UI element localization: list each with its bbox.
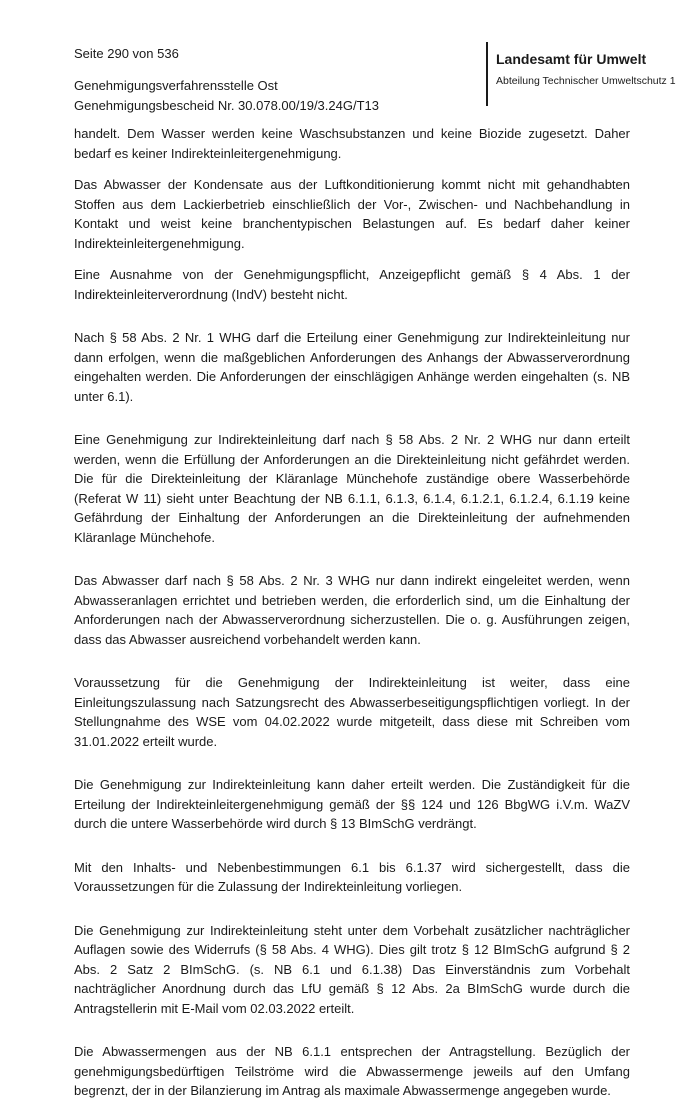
department-name: Abteilung Technischer Umweltschutz 1 [496, 75, 676, 87]
header-left [74, 44, 379, 116]
authority-name: Landesamt für Umwelt [496, 51, 647, 67]
paragraph: Die Genehmigung zur Indirekteinleitung steht unter dem Vorbehalt zusätzlicher nachträglicher Auflagen sowie des Widerrufs (§ 58 Abs. 4 WHG). Dies gilt trotz § 12 BImSchG aufgrund § 2 Abs. 2 Satz 2 BImSchG. (s. NB 6.1 und 6.1.38) Das Einverständnis zum Vorbehalt nachträglicher Anordnung durch das LfU gemäß § 12 Abs. 2a BImSchG wurde durch die Antragstellerin mit E-Mail vom 02.03.2022 erteilt. [74, 922, 630, 1016]
paragraph: Das Abwasser darf nach § 58 Abs. 2 Nr. 3 WHG nur dann indirekt eingeleitet werden, wenn Abwasseranlagen errichtet und betrieben werden, die erforderlich sind, um die Einhaltung der Anforderungen nach der Abwasserverordnung sicherzustellen. Die o. g. Ausführungen zeigen, dass das Abwasser ausreichend vorbehandelt werden kann. [74, 573, 630, 647]
paragraph: Eine Ausnahme von der Genehmigungspflicht, Anzeigepflicht gemäß § 4 Abs. 1 der Indirekteinleiterverordnung (IndV) besteht nicht. [74, 267, 630, 302]
paragraph: Voraussetzung für die Genehmigung der Indirekteinleitung ist weiter, dass eine Einleitungszulassung nach Satzungsrecht des Abwasserbeseitigungspflichtigen vorliegt. In der Stellungnahme des WSE vom 04.02.2022 wurde mitgeteilt, dass diese mit Schreiben vom 31.01.2022 erteilt wurde. [74, 675, 630, 749]
paragraph: Das Abwasser der Kondensate aus der Luftkonditionierung kommt nicht mit gehandhabten Stoffen aus dem Lackierbetrieb einschließlich der Vor-, Zwischen- und Nachbehandlung in Kontakt und weist keine branchentypischen Belastungen auf. Es bedarf daher keiner Indirekteinleitergenehmigung. [74, 177, 630, 251]
office-name: Genehmigungsverfahrensstelle Ost [74, 78, 278, 93]
document-body [74, 124, 630, 1101]
paragraph: Mit den Inhalts- und Nebenbestimmungen 6.1 bis 6.1.37 wird sichergestellt, dass die Voraussetzungen für die Zulassung der Indirekteinleitung vorliegen. [74, 859, 630, 894]
header-divider [486, 42, 488, 106]
paragraph: handelt. Dem Wasser werden keine Waschsubstanzen und keine Biozide zugesetzt. Daher bedarf es keiner Indirekteinleitergenehmigung. [74, 126, 630, 161]
decision-number: Genehmigungsbescheid Nr. 30.078.00/19/3.24G/T13 [74, 98, 379, 113]
header-right [496, 50, 676, 88]
page-number: Seite 290 von 536 [74, 46, 179, 61]
paragraph: Nach § 58 Abs. 2 Nr. 1 WHG darf die Erteilung einer Genehmigung zur Indirekteinleitung nur dann erfolgen, wenn die maßgeblichen Anforderungen des Anhangs der Abwasserverordnung eingehalten werden. Die Anforderungen der einschlägigen Anhänge werden eingehalten (s. NB unter 6.1). [74, 330, 630, 404]
paragraph: Die Abwassermengen aus der NB 6.1.1 entsprechen der Antragstellung. Bezüglich der genehmigungsbedürftigen Teilströme wird die Abwassermenge jeweils auf den Umfang begrenzt, der in der Bilanzierung im Antrag als maximale Abwassermenge angegeben wurde. [74, 1044, 630, 1098]
paragraph: Die Genehmigung zur Indirekteinleitung kann daher erteilt werden. Die Zuständigkeit für die Erteilung der Indirekteinleitergenehmigung gemäß der §§ 124 und 126 BbgWG i.V.m. WaZV durch die untere Wasserbehörde wird durch § 13 BImSchG verdrängt. [74, 777, 630, 831]
paragraph: Eine Genehmigung zur Indirekteinleitung darf nach § 58 Abs. 2 Nr. 2 WHG nur dann erteilt werden, wenn die Erfüllung der Anforderungen an die Direkteinleitung nicht gefährdet werden. Die für die Direkteinleitung der Kläranlage Münchehofe zuständige obere Wasserbehörde (Referat W 11) sieht unter Beachtung der NB 6.1.1, 6.1.3, 6.1.4, 6.1.2.1, 6.1.2.4, 6.1.19 keine Gefährdung der Einhaltung der Anforderungen an die Direkteinleitung der aufnehmenden Kläranlage Münchehofe. [74, 432, 630, 545]
